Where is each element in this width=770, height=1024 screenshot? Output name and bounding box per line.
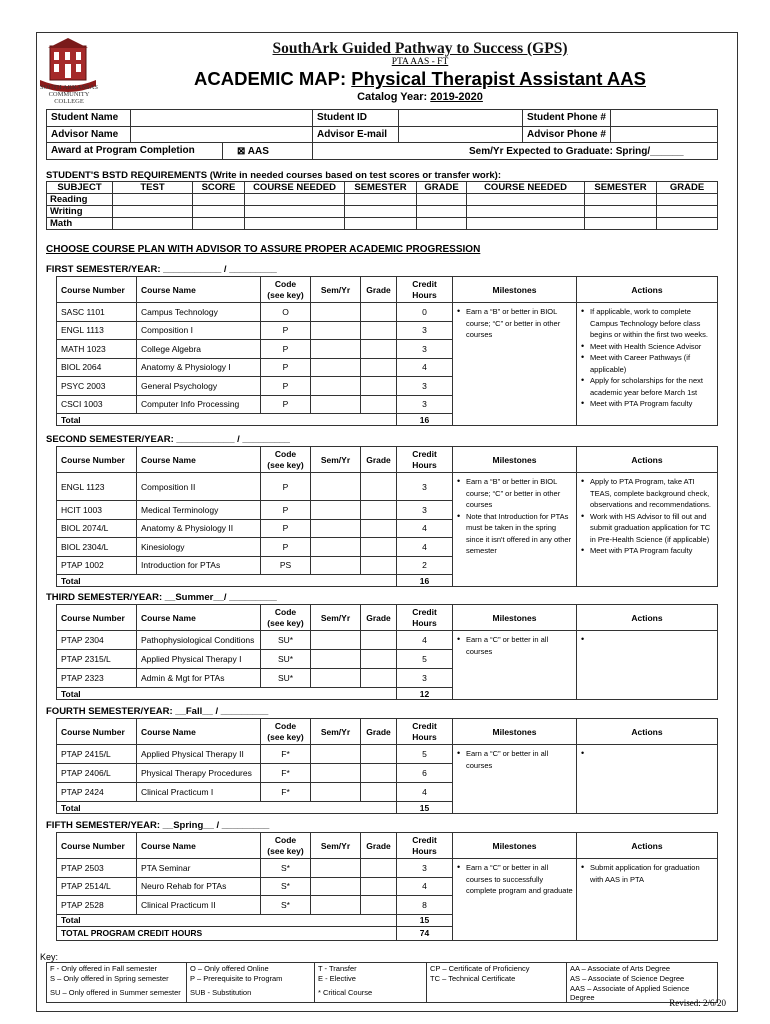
col-code: Code (see key): [261, 447, 311, 473]
course-number: PTAP 2304: [57, 631, 137, 650]
bstd-cell[interactable]: [113, 218, 193, 230]
semester-label: FOURTH SEMESTER/YEAR: __Fall__ / _________: [46, 706, 269, 717]
credit-hours: 3: [397, 321, 453, 340]
grade-field[interactable]: [361, 896, 397, 915]
bstd-cell[interactable]: [467, 194, 585, 206]
course-code: P: [261, 377, 311, 396]
bstd-cell[interactable]: [113, 194, 193, 206]
bstd-header: GRADE: [417, 182, 467, 194]
key-entry: AAS – Associate of Applied Science Degree: [567, 984, 718, 1003]
course-row: [57, 859, 718, 878]
key-entry: * Critical Course: [315, 984, 427, 1003]
col-code: Code (see key): [261, 605, 311, 631]
bstd-cell[interactable]: [467, 218, 585, 230]
bstd-header: COURSE NEEDED: [467, 182, 585, 194]
course-number: PTAP 2528: [57, 896, 137, 915]
bstd-cell[interactable]: [585, 218, 657, 230]
course-name: Applied Physical Therapy II: [137, 745, 261, 764]
col-grade: Grade: [361, 447, 397, 473]
credit-hours: 4: [397, 538, 453, 557]
col-credit-hours: Credit Hours: [397, 277, 453, 303]
grade-field[interactable]: [361, 519, 397, 538]
bstd-header: SEMESTER: [585, 182, 657, 194]
total-label: Total: [57, 575, 397, 587]
bstd-header: SUBJECT: [47, 182, 113, 194]
credit-hours: 3: [397, 340, 453, 359]
actions-cell: [577, 631, 718, 700]
bstd-cell[interactable]: [657, 194, 718, 206]
grade-field[interactable]: [361, 473, 397, 501]
semyr-field[interactable]: [311, 631, 361, 650]
grade-field[interactable]: [361, 877, 397, 896]
semester-table: [56, 718, 718, 814]
bstd-cell[interactable]: [245, 218, 345, 230]
actions-cell: [577, 859, 718, 941]
semyr-field[interactable]: [311, 395, 361, 414]
col-semyr: Sem/Yr: [311, 719, 361, 745]
bstd-table: [46, 181, 718, 230]
col-grade: Grade: [361, 833, 397, 859]
bstd-cell[interactable]: [417, 206, 467, 218]
course-name: Anatomy & Physiology II: [137, 519, 261, 538]
col-course-name: Course Name: [137, 447, 261, 473]
col-milestones: Milestones: [453, 277, 577, 303]
col-course-number: Course Number: [57, 277, 137, 303]
bstd-cell[interactable]: [345, 206, 417, 218]
bstd-header: GRADE: [657, 182, 718, 194]
semyr-field[interactable]: [311, 303, 361, 322]
course-row: [57, 631, 718, 650]
course-code: P: [261, 321, 311, 340]
key-entry: CP – Certificate of Proficiency: [427, 963, 567, 974]
course-number: PTAP 2323: [57, 669, 137, 688]
col-course-name: Course Name: [137, 833, 261, 859]
col-semyr: Sem/Yr: [311, 605, 361, 631]
course-code: P: [261, 538, 311, 557]
col-code: Code (see key): [261, 833, 311, 859]
semyr-field[interactable]: [311, 764, 361, 783]
semester-table: [56, 604, 718, 700]
semyr-field[interactable]: [311, 538, 361, 557]
key-entry: S – Only offered in Spring semester: [50, 973, 169, 983]
course-name: Pathophysiological Conditions: [137, 631, 261, 650]
grade-field[interactable]: [361, 340, 397, 359]
course-code: S*: [261, 859, 311, 878]
credit-hours: 2: [397, 556, 453, 575]
credit-hours: 5: [397, 745, 453, 764]
col-grade: Grade: [361, 277, 397, 303]
course-name: Clinical Practicum II: [137, 896, 261, 915]
action-item: • Meet with Health Science Advisor: [580, 341, 714, 353]
credit-hours: 8: [397, 896, 453, 915]
course-code: S*: [261, 896, 311, 915]
bstd-cell[interactable]: [467, 206, 585, 218]
course-row: [57, 745, 718, 764]
key-entry: F - Only offered in Fall semester: [50, 963, 157, 973]
course-name: Physical Therapy Procedures: [137, 764, 261, 783]
col-course-name: Course Name: [137, 605, 261, 631]
credit-hours: 4: [397, 877, 453, 896]
course-number: BIOL 2074/L: [57, 519, 137, 538]
col-actions: Actions: [577, 605, 718, 631]
credit-hours: 0: [397, 303, 453, 322]
award-value[interactable]: ⊠ AAS: [237, 145, 269, 157]
milestones-cell: [453, 473, 577, 587]
course-name: Neuro Rehab for PTAs: [137, 877, 261, 896]
semyr-field[interactable]: [311, 321, 361, 340]
milestones-cell: [453, 859, 577, 941]
course-number: MATH 1023: [57, 340, 137, 359]
semyr-field[interactable]: [311, 783, 361, 802]
col-course-number: Course Number: [57, 605, 137, 631]
course-code: P: [261, 395, 311, 414]
col-course-name: Course Name: [137, 719, 261, 745]
course-name: General Psychology: [137, 377, 261, 396]
grade-field[interactable]: [361, 321, 397, 340]
bstd-cell[interactable]: [193, 194, 245, 206]
grade-field[interactable]: [361, 556, 397, 575]
bstd-subject: Math: [47, 218, 113, 230]
col-credit-hours: Credit Hours: [397, 719, 453, 745]
key-entry: O – Only offered Online: [187, 963, 315, 974]
course-number: SASC 1101: [57, 303, 137, 322]
grade-field[interactable]: [361, 745, 397, 764]
milestone-item: • Earn a “C” or better in all courses: [456, 634, 573, 657]
award-cell: [47, 143, 313, 160]
student-phone-label: Student Phone #: [523, 110, 611, 127]
semyr-field[interactable]: [311, 358, 361, 377]
choose-plan-heading: CHOOSE COURSE PLAN WITH ADVISOR TO ASSURE PROPER ACADEMIC PROGRESSION: [46, 244, 481, 255]
course-name: Medical Terminology: [137, 501, 261, 520]
course-name: Anatomy & Physiology I: [137, 358, 261, 377]
key-entry: [427, 984, 567, 1003]
bstd-header: TEST: [113, 182, 193, 194]
total-label: Total: [57, 802, 397, 814]
grade-field[interactable]: [361, 669, 397, 688]
col-code: Code (see key): [261, 719, 311, 745]
milestone-item: • Earn a “B” or better in BIOL course; “C” or better in other courses: [456, 306, 573, 341]
col-milestones: Milestones: [453, 605, 577, 631]
grade-field[interactable]: [361, 764, 397, 783]
col-actions: Actions: [577, 277, 718, 303]
course-code: SU*: [261, 631, 311, 650]
course-name: College Algebra: [137, 340, 261, 359]
col-credit-hours: Credit Hours: [397, 447, 453, 473]
bstd-cell[interactable]: [417, 194, 467, 206]
student-phone-field[interactable]: [611, 110, 718, 127]
course-name: PTA Seminar: [137, 859, 261, 878]
student-info-table: [46, 109, 718, 160]
grade-field[interactable]: [361, 631, 397, 650]
course-name: Campus Technology: [137, 303, 261, 322]
revised-date: Revised: 2/6/20: [669, 998, 726, 1008]
semyr-field[interactable]: [311, 745, 361, 764]
course-number: PTAP 2415/L: [57, 745, 137, 764]
course-name: Admin & Mgt for PTAs: [137, 669, 261, 688]
course-number: BIOL 2304/L: [57, 538, 137, 557]
key-entry: E - Elective: [315, 973, 427, 984]
col-milestones: Milestones: [453, 447, 577, 473]
col-semyr: Sem/Yr: [311, 447, 361, 473]
grand-total-hours: 74: [397, 926, 453, 940]
col-course-number: Course Number: [57, 719, 137, 745]
course-number: ENGL 1113: [57, 321, 137, 340]
credit-hours: 3: [397, 501, 453, 520]
course-number: ENGL 1123: [57, 473, 137, 501]
sem-expected: Sem/Yr Expected to Graduate: Spring/______: [313, 143, 718, 160]
key-entry: T - Transfer: [315, 963, 427, 974]
course-name: Composition I: [137, 321, 261, 340]
course-name: Introduction for PTAs: [137, 556, 261, 575]
grade-field[interactable]: [361, 303, 397, 322]
credit-hours: 3: [397, 395, 453, 414]
semyr-field[interactable]: [311, 519, 361, 538]
grade-field[interactable]: [361, 395, 397, 414]
bstd-header: SCORE: [193, 182, 245, 194]
bstd-cell[interactable]: [245, 194, 345, 206]
milestone-item: • Earn a “C” or better in all courses to successfully complete program and graduate: [456, 862, 573, 897]
course-code: S*: [261, 877, 311, 896]
action-item: • Apply to PTA Program, take ATI TEAS, complete background check, observations and recommendations.: [580, 476, 714, 511]
bstd-cell[interactable]: [193, 206, 245, 218]
course-name: Computer Info Processing: [137, 395, 261, 414]
semyr-field[interactable]: [311, 556, 361, 575]
col-course-name: Course Name: [137, 277, 261, 303]
bstd-cell[interactable]: [657, 206, 718, 218]
credit-hours: 4: [397, 783, 453, 802]
credit-hours: 4: [397, 358, 453, 377]
course-number: PTAP 2424: [57, 783, 137, 802]
semyr-field[interactable]: [311, 377, 361, 396]
credit-hours: 5: [397, 650, 453, 669]
semyr-field[interactable]: [311, 501, 361, 520]
key-entry: AA – Associate of Arts Degree: [567, 963, 718, 974]
page-title: SouthArk Guided Pathway to Success (GPS): [272, 40, 568, 57]
total-hours: 16: [397, 575, 453, 587]
semester-table: [56, 832, 718, 941]
col-semyr: Sem/Yr: [311, 277, 361, 303]
advisor-phone-field[interactable]: [611, 126, 718, 143]
milestones-cell: [453, 745, 577, 814]
milestones-cell: [453, 303, 577, 426]
advisor-name-field[interactable]: [131, 126, 313, 143]
action-item: • Submit application for graduation with AAS in PTA: [580, 862, 714, 885]
semyr-field[interactable]: [311, 896, 361, 915]
milestone-item: • Earn a “B” or better in BIOL course; “C” or better in other courses: [456, 476, 573, 511]
milestone-item: • Note that Introduction for PTAs must be taken in the spring since it isn't offered in any other semester: [456, 511, 573, 557]
col-actions: Actions: [577, 833, 718, 859]
semyr-field[interactable]: [311, 340, 361, 359]
advisor-email-label: Advisor E-mail: [313, 126, 399, 143]
course-name: Composition II: [137, 473, 261, 501]
course-code: P: [261, 340, 311, 359]
grade-field[interactable]: [361, 650, 397, 669]
col-grade: Grade: [361, 605, 397, 631]
actions-cell: [577, 745, 718, 814]
bstd-cell[interactable]: [345, 218, 417, 230]
course-code: PS: [261, 556, 311, 575]
grade-field[interactable]: [361, 358, 397, 377]
credit-hours: 3: [397, 669, 453, 688]
action-item: • If applicable, work to complete Campus Technology before class begins or within the first two weeks.: [580, 306, 714, 341]
course-row: [57, 303, 718, 322]
course-code: O: [261, 303, 311, 322]
bstd-cell[interactable]: [585, 206, 657, 218]
credit-hours: 3: [397, 377, 453, 396]
bstd-subject: Reading: [47, 194, 113, 206]
col-course-number: Course Number: [57, 447, 137, 473]
semyr-field[interactable]: [311, 669, 361, 688]
key-entry: TC – Technical Certificate: [427, 973, 567, 984]
col-milestones: Milestones: [453, 833, 577, 859]
total-hours: 16: [397, 414, 453, 426]
course-row: [57, 473, 718, 501]
course-number: BIOL 2064: [57, 358, 137, 377]
col-semyr: Sem/Yr: [311, 833, 361, 859]
semyr-field[interactable]: [311, 859, 361, 878]
total-hours: 15: [397, 914, 453, 926]
course-number: PTAP 2406/L: [57, 764, 137, 783]
course-code: SU*: [261, 669, 311, 688]
advisor-email-field[interactable]: [399, 126, 523, 143]
course-number: PTAP 2315/L: [57, 650, 137, 669]
course-number: PSYC 2003: [57, 377, 137, 396]
bstd-cell[interactable]: [657, 218, 718, 230]
milestones-cell: [453, 631, 577, 700]
bstd-cell[interactable]: [417, 218, 467, 230]
course-number: PTAP 2514/L: [57, 877, 137, 896]
course-code: P: [261, 501, 311, 520]
student-name-field[interactable]: [131, 110, 313, 127]
key-entry: SUB - Substitution: [187, 984, 315, 1003]
bstd-header: COURSE NEEDED: [245, 182, 345, 194]
key-label: Key:: [40, 952, 59, 962]
action-item: • Apply for scholarships for the next academic year before March 1st: [580, 375, 714, 398]
semester-label: THIRD SEMESTER/YEAR: __Summer__/ _________: [46, 592, 277, 603]
course-name: Applied Physical Therapy I: [137, 650, 261, 669]
credit-hours: 4: [397, 519, 453, 538]
col-milestones: Milestones: [453, 719, 577, 745]
grade-field[interactable]: [361, 783, 397, 802]
actions-cell: [577, 303, 718, 426]
course-name: Kinesiology: [137, 538, 261, 557]
key-entry: AS – Associate of Science Degree: [567, 973, 718, 984]
grade-field[interactable]: [361, 377, 397, 396]
course-number: PTAP 2503: [57, 859, 137, 878]
semester-label: FIRST SEMESTER/YEAR: ___________ / _________: [46, 264, 277, 275]
col-credit-hours: Credit Hours: [397, 833, 453, 859]
course-code: F*: [261, 745, 311, 764]
bstd-cell[interactable]: [193, 218, 245, 230]
course-number: HCIT 1003: [57, 501, 137, 520]
bstd-cell[interactable]: [345, 194, 417, 206]
grade-field[interactable]: [361, 501, 397, 520]
semester-table: [56, 276, 718, 426]
action-item: • Work with HS Advisor to fill out and submit graduation application for TC in Pre-Health Science (if applicable): [580, 511, 714, 546]
program-code: PTA AAS - FT: [391, 57, 449, 67]
semyr-field[interactable]: [311, 473, 361, 501]
col-credit-hours: Credit Hours: [397, 605, 453, 631]
course-number: PTAP 1002: [57, 556, 137, 575]
advisor-phone-label: Advisor Phone #: [523, 126, 611, 143]
semester-label: FIFTH SEMESTER/YEAR: __Spring__ / _________: [46, 820, 270, 831]
course-code: F*: [261, 764, 311, 783]
total-hours: 12: [397, 688, 453, 700]
bstd-cell[interactable]: [245, 206, 345, 218]
credit-hours: 3: [397, 473, 453, 501]
grade-field[interactable]: [361, 859, 397, 878]
col-course-number: Course Number: [57, 833, 137, 859]
academic-map-title: ACADEMIC MAP: Physical Therapist Assistant AAS: [194, 68, 646, 89]
student-name-label: Student Name: [47, 110, 131, 127]
action-item: • Meet with PTA Program faculty: [580, 398, 714, 410]
grade-field[interactable]: [361, 538, 397, 557]
catalog-year: Catalog Year: 2019-2020: [357, 91, 483, 103]
action-item: • Meet with Career Pathways (if applicable): [580, 352, 714, 375]
total-label: Total: [57, 914, 397, 926]
credit-hours: 6: [397, 764, 453, 783]
bstd-subject: Writing: [47, 206, 113, 218]
course-number: CSCI 1003: [57, 395, 137, 414]
total-label: Total: [57, 688, 397, 700]
milestone-item: • Earn a “C” or better in all courses: [456, 748, 573, 771]
course-code: P: [261, 519, 311, 538]
total-label: Total: [57, 414, 397, 426]
award-label: Award at Program Completion: [47, 143, 223, 159]
col-actions: Actions: [577, 447, 718, 473]
semester-table: [56, 446, 718, 587]
bstd-title: STUDENT'S BSTD REQUIREMENTS (Write in needed courses based on test scores or transfer work):: [46, 170, 502, 181]
advisor-name-label: Advisor Name: [47, 126, 131, 143]
col-grade: Grade: [361, 719, 397, 745]
course-code: P: [261, 358, 311, 377]
actions-cell: [577, 473, 718, 587]
key-entry: P – Prerequisite to Program: [187, 973, 315, 984]
action-item: • Meet with PTA Program faculty: [580, 545, 714, 557]
credit-hours: 3: [397, 859, 453, 878]
bstd-cell[interactable]: [113, 206, 193, 218]
grand-total-label: TOTAL PROGRAM CREDIT HOURS: [57, 926, 397, 940]
student-id-field[interactable]: [399, 110, 523, 127]
semester-label: SECOND SEMESTER/YEAR: ___________ / _________: [46, 434, 290, 445]
semyr-field[interactable]: [311, 650, 361, 669]
logo-text: SOUTH ARKANSAS COMMUNITY COLLEGE: [40, 84, 98, 105]
bstd-cell[interactable]: [585, 194, 657, 206]
col-actions: Actions: [577, 719, 718, 745]
key-entry: SU – Only offered in Summer semester: [50, 988, 181, 997]
semyr-field[interactable]: [311, 877, 361, 896]
course-name: Clinical Practicum I: [137, 783, 261, 802]
bstd-header: SEMESTER: [345, 182, 417, 194]
key-table: [46, 962, 718, 1003]
credit-hours: 4: [397, 631, 453, 650]
student-id-label: Student ID: [313, 110, 399, 127]
col-code: Code (see key): [261, 277, 311, 303]
total-hours: 15: [397, 802, 453, 814]
course-code: SU*: [261, 650, 311, 669]
course-code: P: [261, 473, 311, 501]
course-code: F*: [261, 783, 311, 802]
